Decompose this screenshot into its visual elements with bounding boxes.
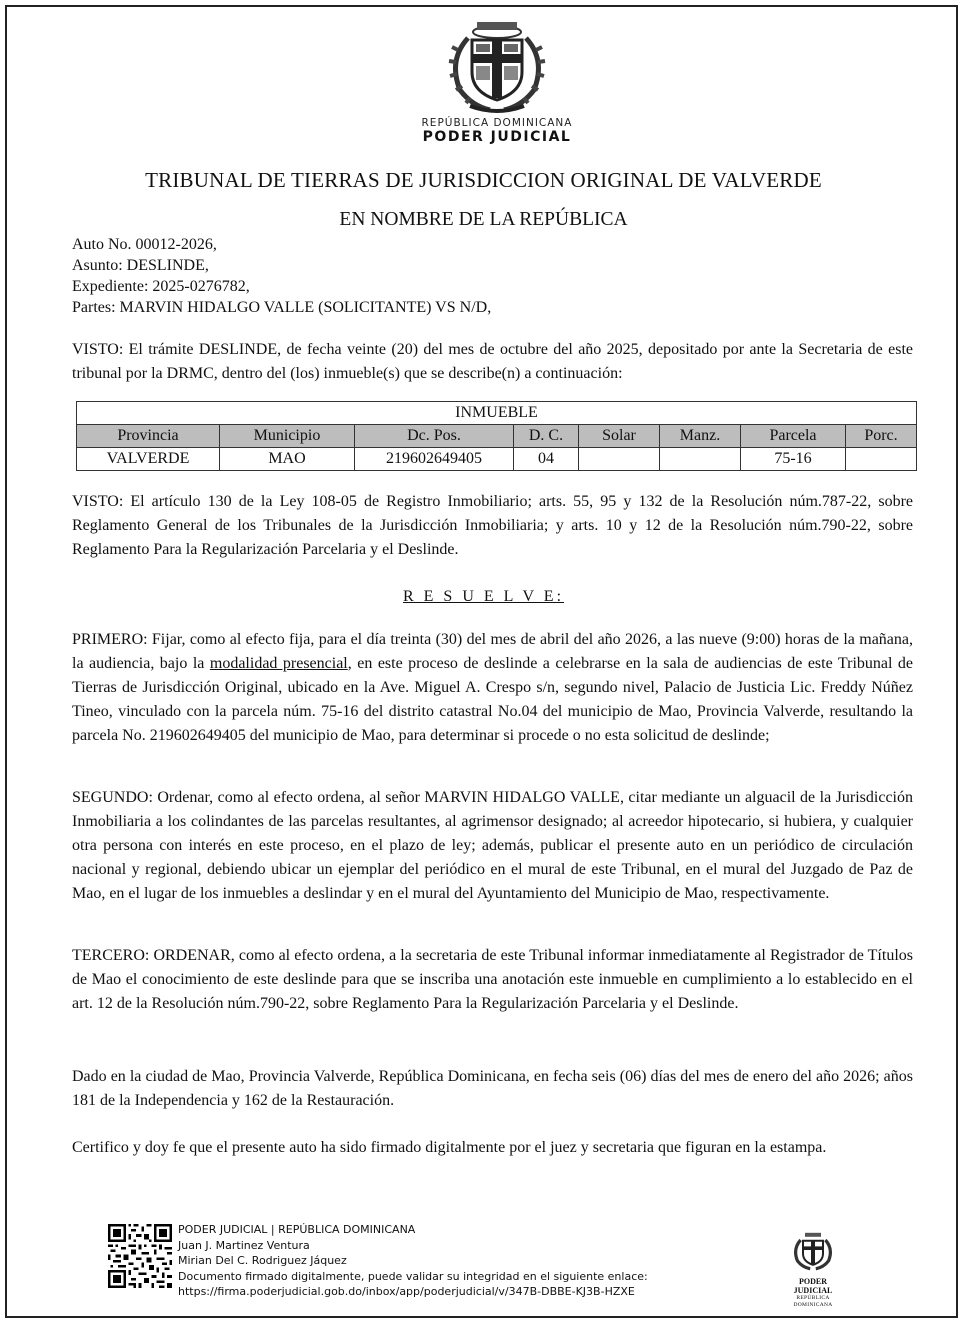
partes: Partes: MARVIN HIDALGO VALLE (SOLICITANTE) VS N/D, [72,299,492,316]
footer-coat-of-arms-icon [791,1228,835,1272]
table-header-cell: Provincia [77,425,220,448]
table-header-cell: Parcela [741,425,846,448]
primero-paragraph [72,628,913,748]
footer-seal-org: PODER JUDICIAL [793,1277,833,1295]
table-header-cell: Solar [579,425,660,448]
seal-country: REPÚBLICA DOMINICANA [421,117,573,129]
coat-of-arms-seal [414,10,580,160]
stamp-issuer: PODER JUDICIAL | REPÚBLICA DOMINICANA [178,1223,416,1236]
table-cell: MAO [220,448,355,471]
dado-paragraph: Dado en la ciudad de Mao, Provincia Valverde, República Dominicana, en fecha seis (06) días del mes de enero del año 2026; años 181 de la Independencia y 162 de la Restauración. [72,1068,913,1109]
digital-signature-stamp [108,1224,868,1308]
table-header-row [77,425,917,448]
validation-link[interactable]: https://firma.poderjudicial.gob.do/inbox/app/poderjudicial/v/347B-DBBE-KJ3B-HZXE [178,1285,635,1298]
table-cell: VALVERDE [77,448,220,471]
qr-code-icon[interactable] [108,1224,172,1288]
court-title: TRIBUNAL DE TIERRAS DE JURISDICCION ORIGINAL DE VALVERDE [145,168,822,192]
table-cell: 219602649405 [355,448,514,471]
table-header-cell: Manz. [660,425,741,448]
table-cell [846,448,917,471]
table-header-cell: Dc. Pos. [355,425,514,448]
table-cell [660,448,741,471]
visto-paragraph-1: VISTO: El trámite DESLINDE, de fecha veinte (20) del mes de octubre del año 2025, depositado por ante la Secretaria de este tribunal por la DRMC, dentro del (los) inmueble(s) que se describe(n) a continuación: [72,341,913,382]
tercero-paragraph: TERCERO: ORDENAR, como al efecto ordena, a la secretaria de este Tribunal informar inmediatamente al Registrador de Títulos de Mao el conocimiento de este deslinde para que se inscriba una anotación este inmueble en cumplimiento a lo establecido en el art. 12 de la Resolución núm.790-22, sobre Reglamento Para la Regularización Parcelaria y el Deslinde. [72,947,913,1012]
en-nombre-heading: EN NOMBRE DE LA REPÚBLICA [339,209,628,230]
expediente: Expediente: 2025-0276782, [72,278,250,295]
validation-note: Documento firmado digitalmente, puede validar su integridad en el siguiente enlace: [178,1269,648,1283]
footer-seal [780,1228,846,1309]
inmueble-table [76,401,917,471]
visto-paragraph-2: VISTO: El artículo 130 de la Ley 108-05 de Registro Inmobiliario; arts. 55, 95 y 132 de la Resolución núm.787-22, sobre Reglamento General de los Tribunales de la Jurisdicción Inmobiliaria; y arts. 10 y 12 de la Resolución núm.790-22, sobre Reglamento Para la Regularización Parcelaria y el Deslinde. [72,493,913,558]
case-metadata [72,234,491,318]
table-title-row [77,402,917,425]
signature-text-block [178,1222,648,1300]
signer-judge: Juan J. Martinez Ventura [178,1238,310,1252]
coat-of-arms-icon [442,10,552,116]
seal-organization: PODER JUDICIAL [422,129,572,145]
footer-seal-country: REPÚBLICA DOMINICANA [793,1295,833,1308]
auto-number: Auto No. 00012-2026, [72,236,217,253]
asunto: Asunto: DESLINDE, [72,257,209,274]
segundo-paragraph: SEGUNDO: Ordenar, como al efecto ordena, al señor MARVIN HIDALGO VALLE, citar mediante un alguacil de la Jurisdicción Inmobiliaria a los colindantes de las parcelas resultantes, al agrimensor designado; al acreedor hipotecario, si hubiera, y cualquier otra persona con interés en este proceso, en el plazo de ley; además, publicar el presente auto en un periódico de circulación nacional y regional, debiendo ubicar un ejemplar del periódico en el mural de este Tribunal, en el mural del Juzgado de Paz de Mao, en el lugar de los inmuebles a deslindar y en el mural del Ayuntamiento del Municipio de Mao, respectivamente. [72,789,913,902]
table-header-cell: Municipio [220,425,355,448]
primero-modality: modalidad presencial [209,655,348,672]
table-header-cell: D. C. [514,425,579,448]
primero-text-end: , en este proceso de deslinde a celebrarse en la sala de audiencias de este Tribunal de Tierras de Jurisdicción Original, ubicado en la Ave. Miguel A. Crespo s/n, segundo nivel, Palacio de Justicia Lic. Freddy Núñez Tineo, vinculado con la parcela núm. 75-16 del distrito catastral No.04 del municipio de Mao, Provincia Valverde, resultando la parcela No. 219602649405 del municipio de Mao, para determinar si procede o no esta solicitud de deslinde; [72,655,914,744]
table-cell: 04 [514,448,579,471]
primero-text-start: PRIMERO: Fijar, como al efecto fija, para el día treinta (30) del mes de abril del año 2026, a las nueve (9:00) horas de la mañana, la audiencia, bajo la [72,631,913,672]
table-title: INMUEBLE [77,402,917,425]
signer-secretary: Mirian Del C. Rodriguez Jáquez [178,1254,347,1267]
resuelve-heading: R E S U E L V E: [402,588,565,605]
table-header-cell: Porc. [846,425,917,448]
table-cell: 75-16 [741,448,846,471]
table-cell [579,448,660,471]
certifico-paragraph: Certifico y doy fe que el presente auto ha sido firmado digitalmente por el juez y secretaria que figuran en la estampa. [72,1139,827,1156]
table-row [77,448,917,471]
